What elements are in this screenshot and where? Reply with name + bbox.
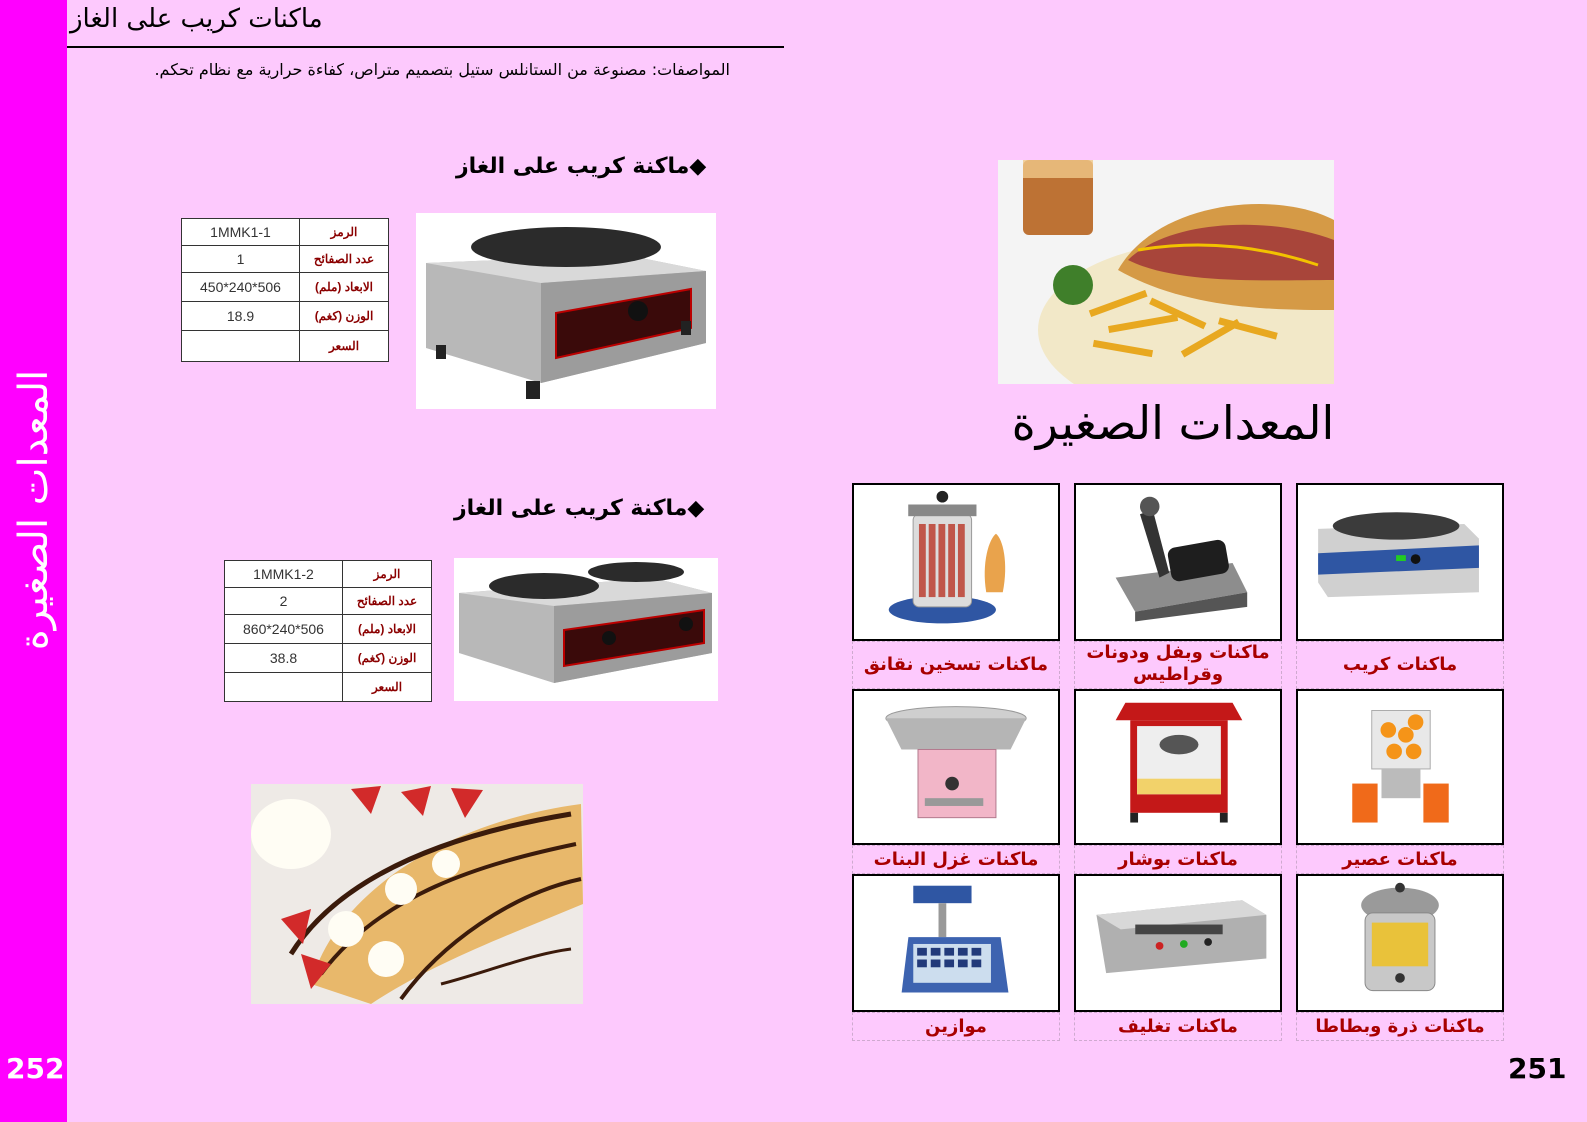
specs-text: المواصفات: مصنوعة من الستانلس ستيل بتصميم متراص، كفاءة حرارية مع نظام تحكم.	[154, 60, 730, 79]
title-divider	[67, 46, 784, 48]
table-row	[182, 273, 389, 302]
corn-potato-steamer-image	[1296, 874, 1504, 1012]
category-label-cotton-candy: ماكنات غزل البنات	[852, 845, 1060, 874]
product-heading-2-text: ماكنة كريب على الغاز	[454, 496, 688, 521]
table-row	[182, 331, 389, 362]
table-row	[225, 673, 432, 702]
category-label-crepe: ماكنات كريب	[1296, 641, 1504, 689]
popcorn-machine-image	[1074, 689, 1282, 845]
hotdog-fries-image	[998, 160, 1334, 384]
table-row	[225, 561, 432, 588]
table-row	[225, 588, 432, 615]
spec-label: السعر	[343, 673, 432, 702]
product-heading-2	[454, 496, 704, 521]
table-row	[225, 615, 432, 644]
spec-label: عدد الصفائح	[343, 588, 432, 615]
spec-label: الرمز	[300, 219, 389, 246]
scale-image	[852, 874, 1060, 1012]
spec-label: الرمز	[343, 561, 432, 588]
table-row	[225, 644, 432, 673]
spec-table-1	[181, 218, 389, 362]
juicer-machine-image	[1296, 689, 1504, 845]
spec-label: عدد الصفائح	[300, 246, 389, 273]
diamond-bullet-icon: ◆	[687, 496, 705, 521]
page-number-right: 251	[1508, 1052, 1567, 1085]
spec-value: 1MMK1-1	[182, 219, 300, 246]
table-row	[182, 246, 389, 273]
diamond-bullet-icon: ◆	[689, 154, 707, 179]
spec-value: 2	[225, 588, 343, 615]
category-label-juicer: ماكنات عصير	[1296, 845, 1504, 874]
sidebar	[0, 0, 67, 1122]
sidebar-title: المعدات الصغيرة	[11, 369, 57, 651]
spec-label: الابعاد (ملم)	[300, 273, 389, 302]
wrapping-machine-image	[1074, 874, 1282, 1012]
table-row	[182, 219, 389, 246]
waffle-maker-image	[1074, 483, 1282, 641]
crepe-dessert-image	[251, 784, 583, 1004]
spec-value: 450*240*506	[182, 273, 300, 302]
spec-label: السعر	[300, 331, 389, 362]
spec-value: 1MMK1-2	[225, 561, 343, 588]
category-label-popcorn: ماكنات بوشار	[1074, 845, 1282, 874]
category-label-sausage-warmer: ماكنات تسخين نقانق	[852, 641, 1060, 689]
page-title: ماكنات كريب على الغاز	[70, 4, 323, 34]
category-label-scales: موازين	[852, 1012, 1060, 1041]
product-heading-1-text: ماكنة كريب على الغاز	[456, 154, 690, 179]
spec-table-2	[224, 560, 432, 702]
spec-value: 38.8	[225, 644, 343, 673]
page-number-left: 252	[6, 1052, 65, 1085]
spec-label: الوزن (كغم)	[343, 644, 432, 673]
double-crepe-machine-image	[454, 558, 718, 701]
product-heading-1	[456, 154, 706, 179]
single-crepe-machine-image	[416, 213, 716, 409]
spec-value	[225, 673, 343, 702]
spec-value: 860*240*506	[225, 615, 343, 644]
spec-label: الوزن (كغم)	[300, 302, 389, 331]
spec-value: 1	[182, 246, 300, 273]
cotton-candy-machine-image	[852, 689, 1060, 845]
spec-value: 18.9	[182, 302, 300, 331]
spec-value	[182, 331, 300, 362]
electric-crepe-maker-image	[1296, 483, 1504, 641]
table-row	[182, 302, 389, 331]
section-title: المعدات الصغيرة	[1011, 396, 1335, 450]
category-label-waffle-donut: ماكنات وبفل ودونات وقراطيس	[1074, 641, 1282, 689]
category-label-wrapping: ماكنات تغليف	[1074, 1012, 1282, 1041]
category-label-corn-potato: ماكنات ذرة وبطاطا	[1296, 1012, 1504, 1041]
hotdog-warmer-image	[852, 483, 1060, 641]
spec-label: الابعاد (ملم)	[343, 615, 432, 644]
